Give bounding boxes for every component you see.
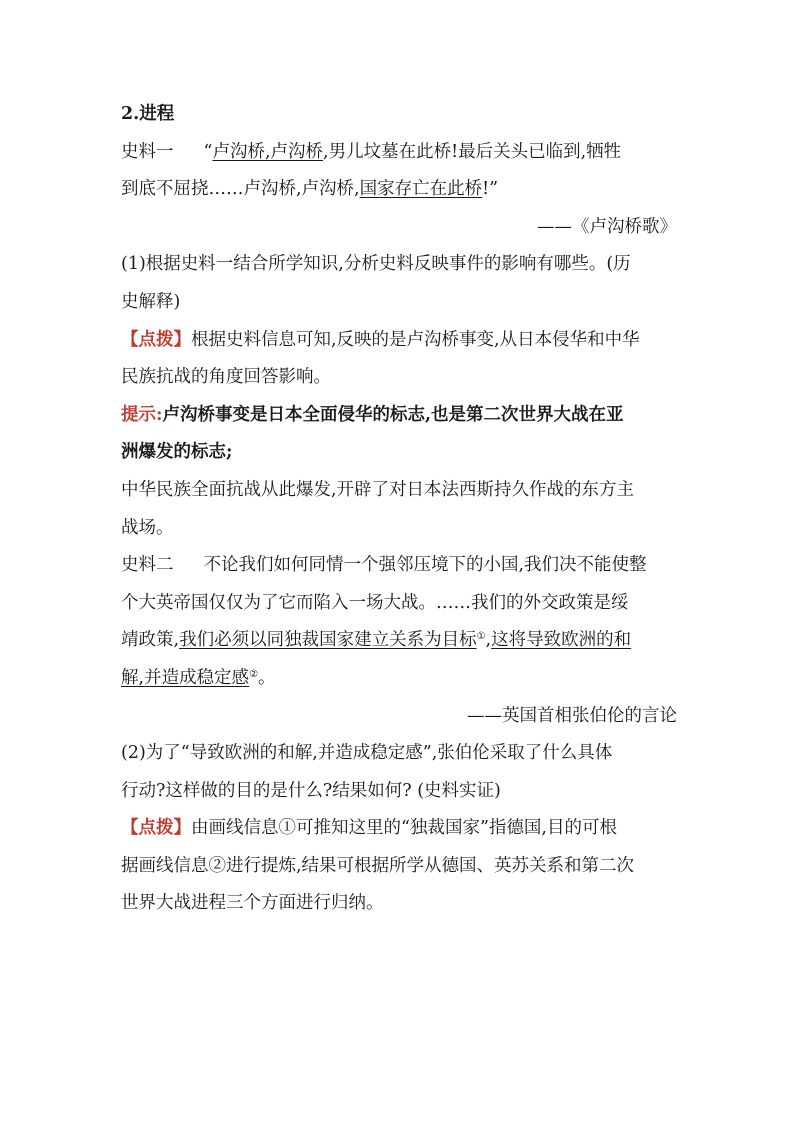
hint2-line1 (121, 810, 677, 848)
source1-quote-open: “ (203, 141, 213, 162)
source2-attribution: ——英国首相张伯伦的言论 (467, 705, 677, 726)
hint1-text-1: 根据史料信息可知,反映的是卢沟桥事变,从日本侵华和中华 (191, 329, 640, 350)
source1-text-1: ,男儿坟墓在此桥!最后关头已临到,牺牲 (323, 141, 622, 162)
source2-label: 史料二 (121, 555, 174, 576)
hint1-line2: 民族抗战的角度回答影响。 (121, 367, 331, 388)
question1-line1: (1)根据史料一结合所学知识,分析史料反映事件的影响有哪些。(历 (121, 254, 631, 275)
answer1-text-1: 卢沟桥事变是日本全面侵华的标志,也是第二次世界大战在亚 (162, 404, 624, 425)
source2-text-3: 靖政策, (121, 630, 180, 651)
answer1-line1 (121, 397, 677, 435)
question2-line1: (2)为了“导致欧洲的和解,并造成稳定感”,张伯伦采取了什么具体 (121, 743, 613, 764)
source2-underline-1: 我们必须以同独裁国家建立关系为目标 (179, 630, 477, 651)
source2-line1 (121, 547, 677, 585)
question1-line2: 史解释) (121, 291, 181, 312)
source1-label: 史料一 (121, 141, 174, 162)
footnote-marker-2: ② (249, 668, 259, 680)
source1-quote-close: !” (482, 179, 499, 200)
answer1-line3: 中华民族全面抗战从此爆发,开辟了对日本法西斯持久作战的东方主 (121, 479, 635, 500)
source1-line1 (121, 134, 677, 172)
hint2-text-1: 由画线信息①可推知这里的“独裁国家”指德国,目的可根 (191, 818, 617, 839)
source2-comma: , (485, 630, 492, 651)
section-heading: 2.进程 (121, 104, 175, 124)
document-page (121, 96, 677, 923)
source2-period: 。 (258, 667, 276, 688)
source1-attribution: ——《卢沟桥歌》 (537, 216, 677, 237)
hint2-line3: 世界大战进程三个方面进行归纳。 (121, 893, 384, 914)
source1-underline-1: 卢沟桥,卢沟桥 (212, 141, 324, 162)
hint2-line2: 据画线信息②进行提炼,结果可根据所学从德国、英苏关系和第二次 (121, 855, 635, 876)
footnote-marker-1: ① (476, 631, 486, 643)
source2-underline-2a: 这将导致欧洲的和 (491, 630, 632, 651)
source1-text-2: 到底不屈挠……卢沟桥,卢沟桥, (121, 179, 360, 200)
source1-line2 (121, 171, 677, 209)
answer1-line4: 战场。 (121, 517, 174, 538)
question2-line2: 行动?这样做的目的是什么?结果如何? (史料实证) (121, 780, 501, 801)
hint1-tag: 【点拨】 (121, 329, 191, 350)
answer1-line2: 洲爆发的标志; (121, 442, 233, 463)
source2-line4 (121, 660, 677, 698)
hint1-line1 (121, 322, 677, 360)
source2-line3 (121, 622, 677, 660)
source2-text-1: 不论我们如何同情一个强邻压境下的小国,我们决不能使整 (203, 555, 647, 576)
answer1-tag: 提示: (121, 404, 163, 425)
hint2-tag: 【点拨】 (121, 818, 191, 839)
source2-underline-2b: 解,并造成稳定感 (121, 667, 250, 688)
source2-line2: 个大英帝国仅仅为了它而陷入一场大战。……我们的外交政策是绥 (121, 592, 629, 613)
source1-underline-2: 国家存亡在此桥 (359, 179, 483, 200)
